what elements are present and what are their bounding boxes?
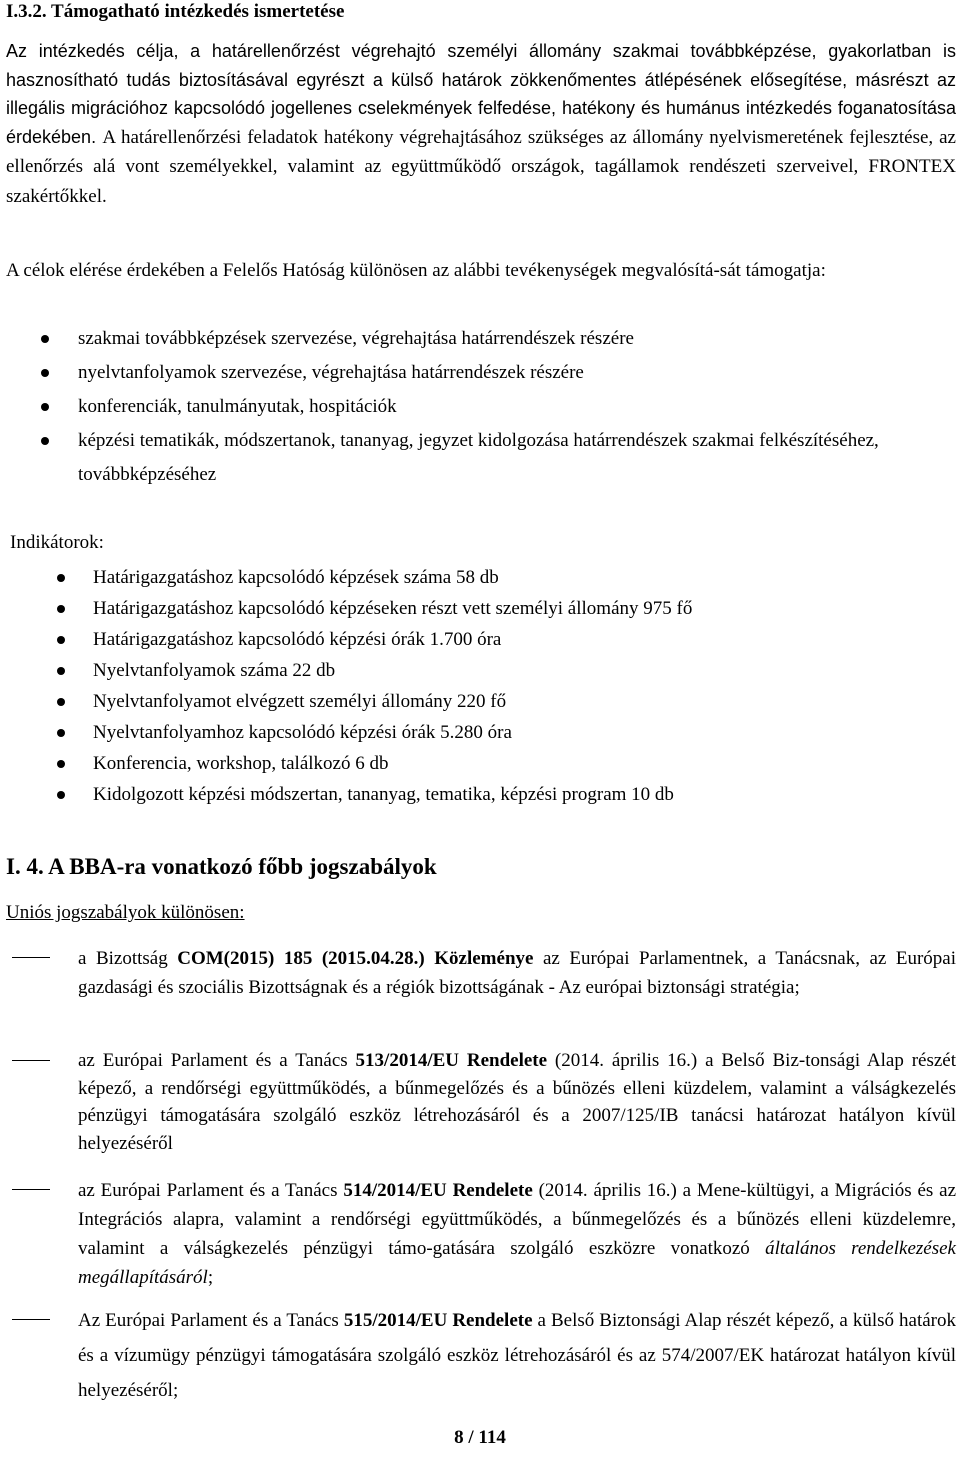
dash-icon xyxy=(12,1319,50,1320)
purpose-paragraph xyxy=(6,37,956,211)
bullet-icon xyxy=(41,335,49,343)
bullet-icon xyxy=(57,760,65,768)
indicators-label: Indikátorok: xyxy=(10,532,104,553)
bullet-icon xyxy=(57,698,65,706)
activities-list xyxy=(78,322,908,492)
dash-icon xyxy=(12,1189,50,1190)
bullet-icon xyxy=(57,574,65,582)
regulation-italic: általános rendelkezések megállapításáról xyxy=(78,1238,956,1288)
bullet-icon xyxy=(57,729,65,737)
list-item: nyelvtanfolyamok szervezése, végrehajtása határrendészek részére xyxy=(78,356,908,390)
regulation-reference: 513/2014/EU Rendelete xyxy=(355,1050,548,1071)
regulation-text: az Európai Parlament és a Tanács 513/2014/EU Rendelete (2014. április 16.) a Belső Biz-tonsági Alap részét képező, a rendőrségi együttműködés, a bűnmegelőzés és a bűnözés elleni küzdelem, valamint a válságkezelés pénzügyi támogatására szolgáló eszköz létrehozásáról és a 2007/125/IB tanácsi határozat hatályon kívül helyezéséről xyxy=(78,1050,956,1154)
regulation-reference: 514/2014/EU Rendelete xyxy=(343,1180,533,1201)
dash-icon xyxy=(12,1060,50,1061)
bullet-icon xyxy=(41,403,49,411)
page-number: 8 / 114 xyxy=(454,1427,506,1448)
bullet-icon xyxy=(57,667,65,675)
list-item: Határigazgatáshoz kapcsolódó képzések száma 58 db xyxy=(93,562,943,593)
goals-paragraph: A célok elérése érdekében a Felelős Hatóság különösen az alábbi tevékenységek megvalósítá-sát támogatja: xyxy=(6,260,826,281)
bullet-icon xyxy=(57,791,65,799)
regulation-text: az Európai Parlament és a Tanács 514/2014/EU Rendelete (2014. április 16.) a Mene-kültügyi, a Migrációs és az Integrációs alapra, valamint a rendőrségi együttműködés, a bűnmegelőzés és a bűnözés elleni küzdelemre, valamint a válságkezelés pénzügyi támo-gatására szolgáló eszközre vonatkozó általános rendelkezések megállapításáról; xyxy=(78,1180,957,1288)
indicators-list xyxy=(93,562,943,810)
list-item: Konferencia, workshop, találkozó 6 db xyxy=(93,748,943,779)
legal-heading: I. 4. A BBA-ra vonatkozó főbb jogszabályok xyxy=(6,854,437,879)
list-item: konferenciák, tanulmányutak, hospitációk xyxy=(78,390,908,424)
language-text: A határellenőrzési feladatok hatékony végrehajtásához szükséges az állomány nyelvismeretének fejlesztése, az ellenőrzés alá vont személyekkel, valamint az együttműködő országok, tagállamok rendészeti szerveivel, FRONTEX szakértőkkel. xyxy=(6,126,956,207)
list-item: Nyelvtanfolyamot elvégzett személyi állomány 220 fő xyxy=(93,686,943,717)
list-item: Kidolgozott képzési módszertan, tananyag, tematika, képzési program 10 db xyxy=(93,779,943,810)
bullet-icon xyxy=(41,369,49,377)
regulation-text: Az Európai Parlament és a Tanács 515/2014/EU Rendelete a Belső Biztonsági Alap részét képező, a külső határok és a vízumügy pénzügyi támogatására szolgáló eszköz létrehozásáról és az 574/2007/EK határozat hatályon kívül helyezéséről; xyxy=(78,1310,956,1401)
regulation-reference: COM(2015) 185 (2015.04.28.) Közleménye xyxy=(177,948,534,969)
purpose-text: Az intézkedés célja, a határellenőrzést végrehajtó személyi állomány szakmai továbbképzése, gyakorlatban is hasznosítható tudás biztosításával egyrészt a külső határok zökkenőmentes átlépésének elősegítése, másrészt az illegális migrációhoz kapcsolódó jogellenes cselekmények felfedése, hatékony és humánus intézkedés foganatosítása érdekében. xyxy=(6,41,956,147)
list-item: Nyelvtanfolyamok száma 22 db xyxy=(93,655,943,686)
list-item: képzési tematikák, módszertanok, tananyag, jegyzet kidolgozása határrendészek szakmai felkészítéséhez, továbbképzéséhez xyxy=(78,424,908,492)
regulation-reference: 515/2014/EU Rendelete xyxy=(343,1310,533,1331)
section-heading: I.3.2. Támogatható intézkedés ismertetése xyxy=(6,1,345,22)
bullet-icon xyxy=(41,437,49,445)
list-item: Határigazgatáshoz kapcsolódó képzéseken részt vett személyi állomány 975 fő xyxy=(93,593,943,624)
list-item: Nyelvtanfolyamhoz kapcsolódó képzési órák 5.280 óra xyxy=(93,717,943,748)
bullet-icon xyxy=(57,605,65,613)
dash-icon xyxy=(12,957,50,958)
bullet-icon xyxy=(57,636,65,644)
list-item: Határigazgatáshoz kapcsolódó képzési órák 1.700 óra xyxy=(93,624,943,655)
eu-regulations-label: Uniós jogszabályok különösen: xyxy=(6,902,245,923)
list-item: szakmai továbbképzések szervezése, végrehajtása határrendészek részére xyxy=(78,322,908,356)
regulation-text: a Bizottság COM(2015) 185 (2015.04.28.) Közleménye az Európai Parlamentnek, a Tanácsnak, az Európai gazdasági és szociális Bizottságnak és a régiók bizottságának - Az európai biztonsági stratégia; xyxy=(78,948,957,998)
